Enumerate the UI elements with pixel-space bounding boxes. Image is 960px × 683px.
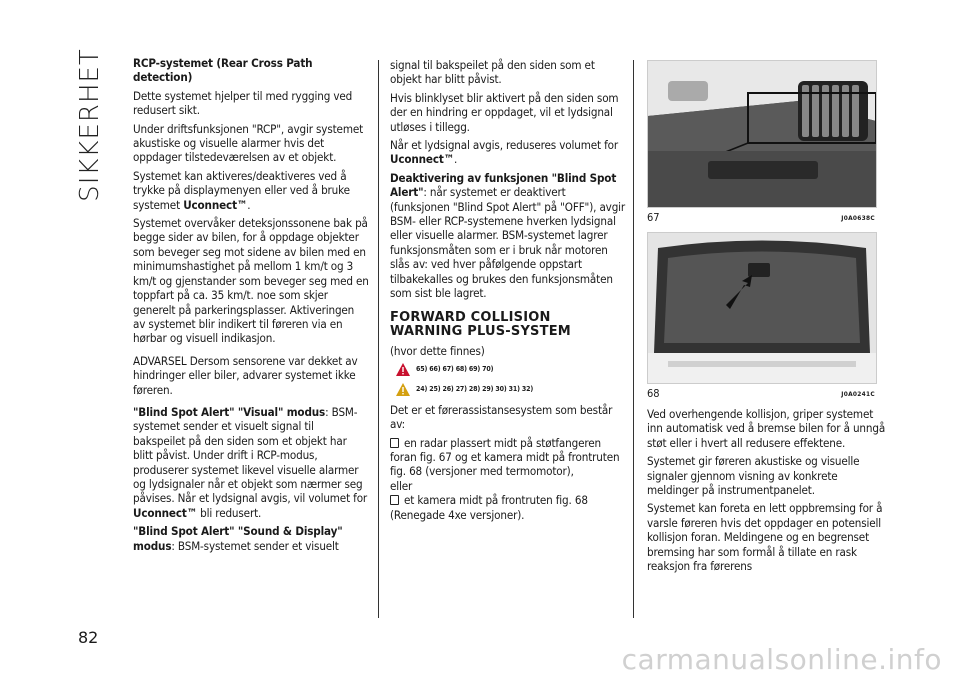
paragraph: Under driftsfunksjonen "RCP", avgir systemet akustiske og visuelle alarmer hvis det oppdager tilstedeværelsen av et objekt. [133,121,364,165]
page-number: 82 [78,628,99,647]
paragraph: eller [390,478,413,493]
paragraph: Når et lydsignal avgis, reduseres volumet for Uconnect™. [390,138,618,167]
danger-references: 65) 66) 67) 68) 69) 70) [396,362,626,376]
paragraph: Systemet kan aktiveres/deaktiveres ved å trykke på displaymenyen eller ved å bruke systemet Uconnect™. [133,168,350,212]
paragraph: Deaktivering av funksjonen "Blind Spot Alert": når systemet er deaktivert (funksjonen "Blind Spot Alert" på "OFF"), avgir BSM- eller RCP-systemene hverken lydsignal eller visuelle alarmer. BSM-systemet lagrer funksjonsmåten som er i bruk når motoren slås av: ved hver påfølgende oppstart tilbakekalles og brukes den funksjonsmåten som sist ble lagret. [390,170,626,301]
car-front-photo [647,60,877,208]
figure-68 [647,232,875,400]
figure-number: 67 [647,211,660,224]
figure-code: J0A0241C [841,389,875,398]
figure-code: J0A0638C [841,213,875,222]
paragraph: Hvis blinklyset blir aktivert på den siden som der en hindring er oppdaget, vil et lydsignal utløses i tillegg. [390,90,619,134]
paragraph: Ved overhengende kollisjon, griper systemet inn automatisk ved å bremse bilen for å unngå støt eller i hvert all redusere effektene. [647,407,886,450]
warning-triangle-icon [396,383,410,396]
figure-67 [647,60,875,224]
paragraph: Det er et førerassistansesystem som består av: [390,402,613,432]
list-item: et kamera midt på frontruten fig. 68 (Renegade 4xe versjoner). [390,493,588,522]
danger-triangle-icon [396,363,410,376]
paragraph: Dette systemet hjelper til med rygging ved redusert sikt. [133,88,353,118]
text-column-2 [390,58,626,526]
section-title: SIKKERHET [75,48,105,202]
figure-number: 68 [647,387,660,400]
list-item: en radar plassert midt på støtfangeren foran fig. 67 og et kamera midt på frontruten fig. 68 (versjoner med termomotor), [390,435,620,479]
paragraph: "Blind Spot Alert" "Visual" modus: BSM-systemet sender et visuelt signal til bakspeilet på den siden som et objekt har blitt påvist. Under drift i RCP-modus, produserer systemet likevel visuelle alarmer og lydsignaler når et objekt som nærmer seg påvises. Når et lydsignal avgis, vil volumet for Uconnect™ bli redusert. [133,404,368,520]
paragraph: "Blind Spot Alert" "Sound & Display" modus: BSM-systemet sender et visuelt [133,524,343,553]
text-column-1 [133,56,369,557]
paragraph: Systemet overvåker deteksjonssonene bak på begge sider av bilen, for å oppdage objekter som beveger seg mot sidene av bilen med en minimumshastighet på mellom 1 km/t og 3 km/t og gjenstander som beveger seg med en toppfart på ca. 35 km/t. noe som skjer generelt på parkeringsplasser. Aktiveringen av systemet blir indikert til føreren via en hørbar og visuell indikasjon. [133,216,369,346]
paragraph: ADVARSEL Dersom sensorene var dekket av hindringer eller biler, advarer systemet ikke føreren. [133,353,358,397]
paragraph: Systemet kan foreta en lett oppbremsing for å varsle føreren hvis det oppdager en potensiell kollisjon foran. Meldingene og en begrenset bremsing har som formål å tillate en rask reaksjon fra førerens [647,501,883,574]
checkbox-bullet-icon [390,495,399,505]
warning-references: 24) 25) 26) 27) 28) 29) 30) 31) 32) [396,382,626,396]
availability-note: (hvor dette finnes) [390,343,485,358]
fcw-heading: FORWARD COLLISION WARNING PLUS-SYSTEM [390,309,571,339]
windshield-camera-photo [647,232,877,384]
paragraph: signal til bakspeilet på den siden som et objekt har blitt påvist. [390,58,595,87]
column-divider [633,60,634,618]
paragraph: Systemet gir føreren akustiske og visuelle signaler gjennom visning av konkrete meldinger på instrumentpanelet. [647,454,860,498]
rcp-heading: RCP-systemet (Rear Cross Path detection) [133,56,313,85]
checkbox-bullet-icon [390,438,399,448]
column-divider [378,60,379,618]
watermark: carmanualsonline.info [621,643,942,676]
text-column-3 [647,407,887,577]
